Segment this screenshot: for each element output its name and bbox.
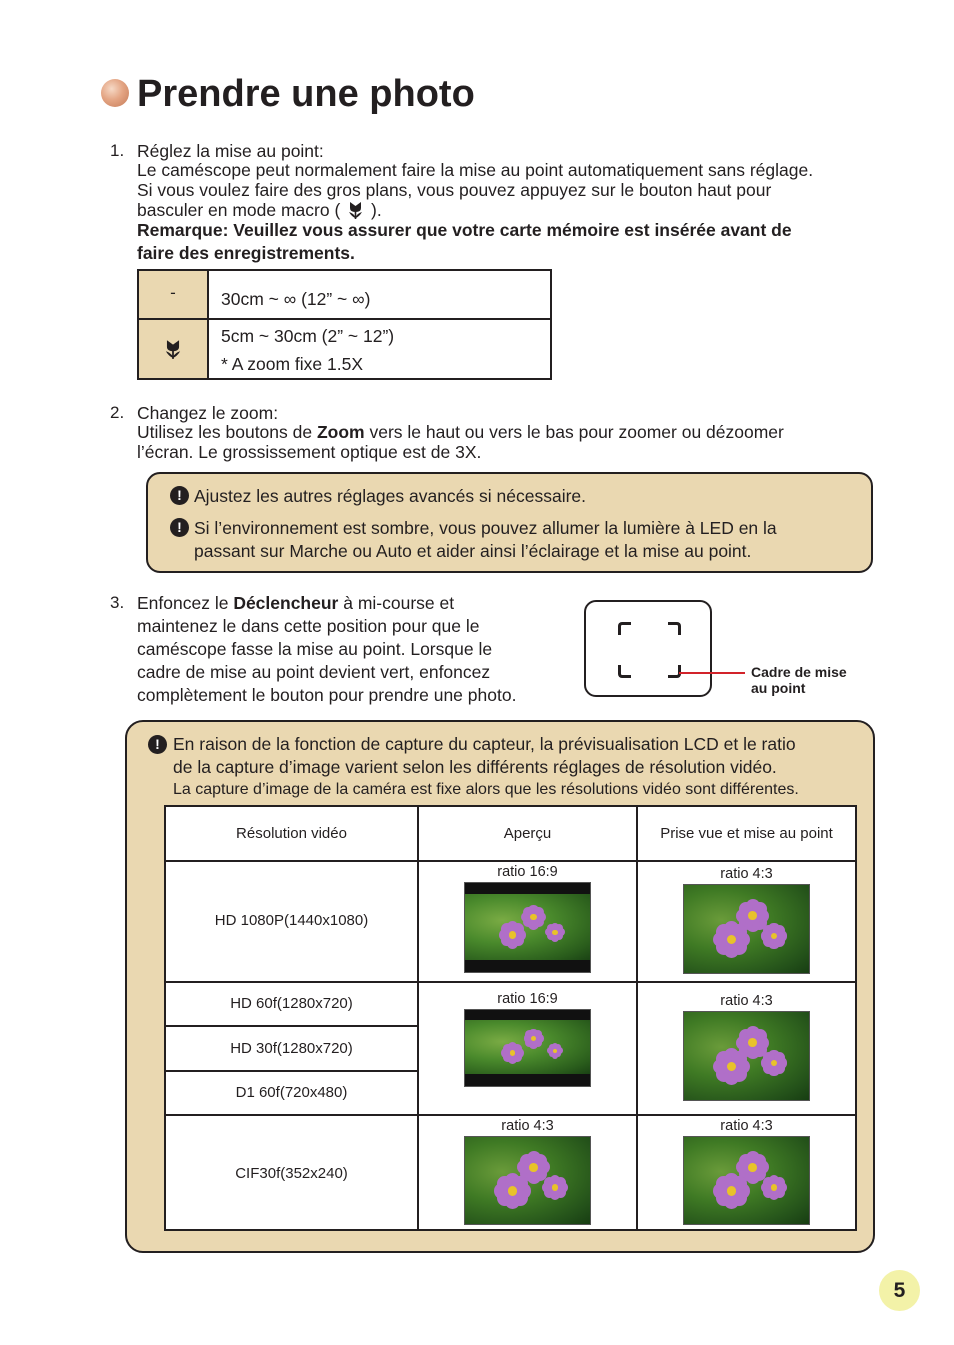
step-1-line2: Si vous voulez faire des gros plans, vous pouvez appuyez sur le bouton haut pour — [137, 180, 772, 200]
flower-capture-thumbnail-4x3 — [683, 1011, 810, 1101]
warning-icon: ! — [170, 518, 189, 537]
step-1-line1: Le caméscope peut normalement faire la mise au point automatiquement sans réglage. — [137, 160, 814, 180]
focus-frame-label-line1: Cadre de mise — [751, 664, 847, 680]
step-2-line1-post: vers le haut ou vers le bas pour zoomer ou dézoomer — [364, 422, 784, 442]
resolution-table — [164, 805, 857, 1231]
step-1-heading: Réglez la mise au point: — [137, 141, 324, 161]
focus-frame-label — [751, 664, 847, 696]
table-cell-resolution: HD 1080P(1440x1080) — [214, 912, 369, 929]
step-1-remark-line2: faire des enregistrements. — [137, 243, 355, 263]
flower-center — [748, 1163, 757, 1172]
focus-range-icon-cell — [139, 271, 209, 318]
focus-frame-label-line2: au point — [751, 680, 806, 696]
flower-capture-thumbnail-4x3 — [683, 884, 810, 974]
flower-preview-thumbnail-16x9 — [464, 882, 591, 973]
page-number-badge: 5 — [879, 1270, 920, 1311]
focus-range-row-macro — [139, 320, 550, 378]
flower-preview-thumbnail-16x9 — [464, 1009, 591, 1087]
focus-range-icon-cell — [139, 320, 209, 378]
table-cell-resolution: HD 60f(1280x720) — [230, 995, 353, 1012]
title-bullet-icon — [101, 79, 129, 107]
flower-center — [508, 1186, 518, 1196]
step-2-line1-pre: Utilisez les boutons de — [137, 422, 317, 442]
step-2-line2: l’écran. Le grossissement optique est de 3X. — [137, 442, 482, 462]
step-1-line3-post: ). — [371, 200, 382, 220]
normal-mode-icon: - — [170, 283, 176, 302]
tip-2-line1: Si l’environnement est sombre, vous pouvez allumer la lumière à LED en la — [194, 518, 777, 538]
preview-ratio-label: ratio 16:9 — [497, 864, 558, 880]
flower-scene — [465, 1020, 590, 1074]
frame-corner-icon — [618, 665, 631, 678]
focus-frame-illustration — [584, 600, 712, 697]
focus-range-macro-note: * A zoom fixe 1.5X — [221, 354, 364, 374]
step-3-number: 3. — [110, 593, 125, 612]
table-cell-resolution: D1 60f(720x480) — [235, 1084, 348, 1101]
zoom-keyword: Zoom — [316, 422, 365, 442]
shutter-keyword: Déclencheur — [233, 593, 339, 613]
flower-center — [529, 1163, 538, 1172]
flower-capture-thumbnail-4x3 — [683, 1136, 810, 1225]
flower-center — [553, 1049, 557, 1053]
warning-icon: ! — [148, 735, 167, 754]
step-3-line1-post: à mi-course et — [338, 593, 455, 613]
tip-2-line2: passant sur Marche ou Auto et aider ainsi l’éclairage et la mise au point. — [194, 541, 752, 561]
table-row-divider — [166, 860, 855, 862]
step-3-line2: maintenez le dans cette position pour que le — [137, 616, 480, 636]
step-3-line1-pre: Enfoncez le — [137, 593, 234, 613]
capture-note-line2: de la capture d’image varient selon les différents réglages de résolution vidéo. — [173, 757, 777, 777]
table-header-preview: Aperçu — [503, 825, 552, 842]
capture-note-line1: En raison de la fonction de capture du capteur, la prévisualisation LCD et le ratio — [173, 734, 796, 754]
table-header-capture: Prise vue et mise au point — [660, 825, 833, 842]
focus-range-macro-text: 5cm ~ 30cm (2” ~ 12”) — [221, 326, 395, 346]
frame-pointer-line — [679, 672, 745, 674]
macro-flower-icon — [347, 200, 364, 220]
frame-corner-icon — [618, 622, 631, 635]
flower-center — [510, 1050, 516, 1056]
capture-ratio-label: ratio 4:3 — [720, 993, 773, 1009]
capture-ratio-label: ratio 4:3 — [720, 1118, 773, 1134]
macro-flower-icon — [163, 338, 183, 360]
capture-note-line3: La capture d’image de la caméra est fixe alors que les résolutions vidéo sont différentes. — [173, 781, 799, 798]
flower-center — [509, 931, 516, 938]
preview-ratio-label: ratio 4:3 — [501, 1118, 554, 1134]
table-cell-resolution: CIF30f(352x240) — [235, 1165, 348, 1182]
flower-preview-thumbnail-4x3 — [464, 1136, 591, 1225]
step-3-line4: cadre de mise au point devient vert, enfoncez — [137, 662, 491, 682]
step-1-line3-pre: basculer en mode macro ( — [137, 200, 341, 220]
step-2-heading: Changez le zoom: — [137, 403, 279, 423]
flower-center — [771, 1184, 778, 1191]
focus-range-table — [137, 269, 552, 380]
capture-ratio-label: ratio 4:3 — [720, 866, 773, 882]
table-header-resolution: Résolution vidéo — [236, 825, 347, 842]
flower-scene — [465, 894, 590, 960]
focus-range-row-normal — [139, 271, 550, 320]
table-row-divider — [166, 981, 855, 983]
table-row-divider — [166, 1114, 855, 1116]
flower-center — [552, 1184, 559, 1191]
step-3-line1 — [137, 593, 454, 614]
table-row-divider — [166, 1025, 417, 1027]
step-3-line3: caméscope fasse la mise au point. Lorsque le — [137, 639, 493, 659]
flower-center — [727, 1186, 737, 1196]
step-1-number: 1. — [110, 141, 125, 160]
preview-ratio-label: ratio 16:9 — [497, 991, 558, 1007]
step-1-remark-line1: Remarque: Veuillez vous assurer que votre carte mémoire est insérée avant de — [137, 220, 792, 240]
tips-box — [146, 472, 873, 573]
step-1-line3 — [137, 200, 382, 221]
step-3-line5: complètement le bouton pour prendre une photo. — [137, 685, 517, 705]
page-title: Prendre une photo — [137, 73, 475, 115]
table-row-divider — [166, 1070, 417, 1072]
warning-icon: ! — [170, 486, 189, 505]
step-2-number: 2. — [110, 403, 125, 422]
tip-1: Ajustez les autres réglages avancés si nécessaire. — [194, 486, 587, 506]
step-2-line1 — [137, 422, 784, 443]
flower-center — [552, 930, 557, 935]
frame-corner-icon — [668, 622, 681, 635]
table-cell-resolution: HD 30f(1280x720) — [230, 1040, 353, 1057]
focus-range-normal-text: 30cm ~ ∞ (12” ~ ∞) — [221, 289, 371, 309]
